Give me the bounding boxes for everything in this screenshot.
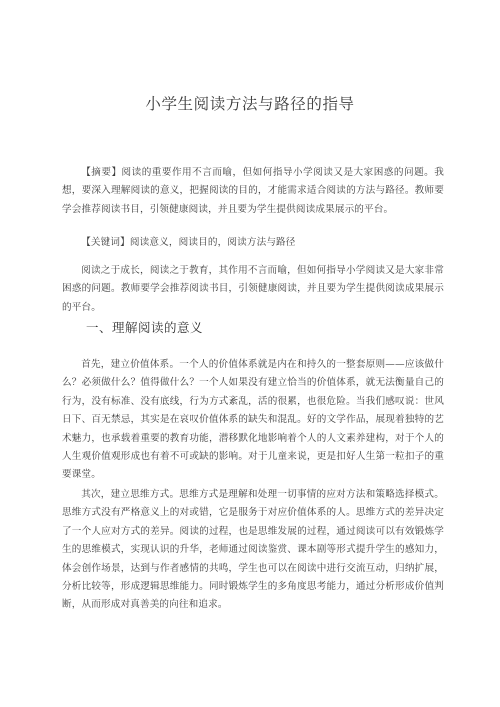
section-paragraph: 首先，建立价值体系。一个人的价值体系就是内在和持久的一整套原则——应该做什么？必须做什么？值得做什么？一个人如果没有建立恰当的价值体系，就无法衡量自己的行为，没有标准、没有底线，行为方式紊乱，活的很累，也很危险。当我们感叹说：世风日下、百无禁忌，其实是在哀叹价值体系的缺失和混乱。好的文学作品，展现着独特的艺术魅力，也承载着重要的教育功能，潜移默化地影响着个人的人文素养建构，对于个人的人生观价值观形成也有着不可或缺的影响。对于儿童来说，更是扣好人生第一粒扣子的重要课堂。	[62, 359, 444, 481]
intro-paragraph: 阅读之于成长，阅读之于教育，其作用不言而喻，但如何指导小学阅读又是大家非常困惑的问题。教师要学会推荐阅读书目，引领健康阅读，并且要为学生提供阅读成果展示的平台。	[62, 265, 444, 313]
abstract-paragraph: 【摘要】阅读的重要作用不言而喻，但如何指导小学阅读又是大家困惑的问题。我想，要深入理解阅读的意义，把握阅读的目的，才能需求适合阅读的方法与路径。教师要学会推荐阅读书目，引领健康阅读，并且要为学生提供阅读成果展示的平台。	[62, 167, 444, 215]
keywords-paragraph: 【关键词】阅读意义，阅读目的，阅读方法与路径	[81, 237, 296, 248]
section-heading: 一、理解阅读的意义	[86, 320, 204, 335]
section-paragraph: 其次，建立思维方式。思维方式是理解和处理一切事情的应对方法和策略选择模式。思维方式没有严格意义上的对或错，它是服务于对应价值体系的人。思维方式的差异决定了一个人应对方式的差异。阅读的过程，也是思维发展的过程，通过阅读可以有效锻炼学生的思维模式，实现认识的升华，老师通过阅读鉴赏、课本剧等形式提升学生的感知力，体会创作场景，达到与作者感情的共鸣，学生也可以在阅读中进行交流互动，归纳扩展，分析比较等，形成逻辑思维能力。同时锻炼学生的多角度思考能力，通过分析形成价值判断，从而形成对真善美的向往和追求。	[62, 489, 444, 611]
document-title: 小学生阅读方法与路径的指导	[145, 95, 355, 113]
